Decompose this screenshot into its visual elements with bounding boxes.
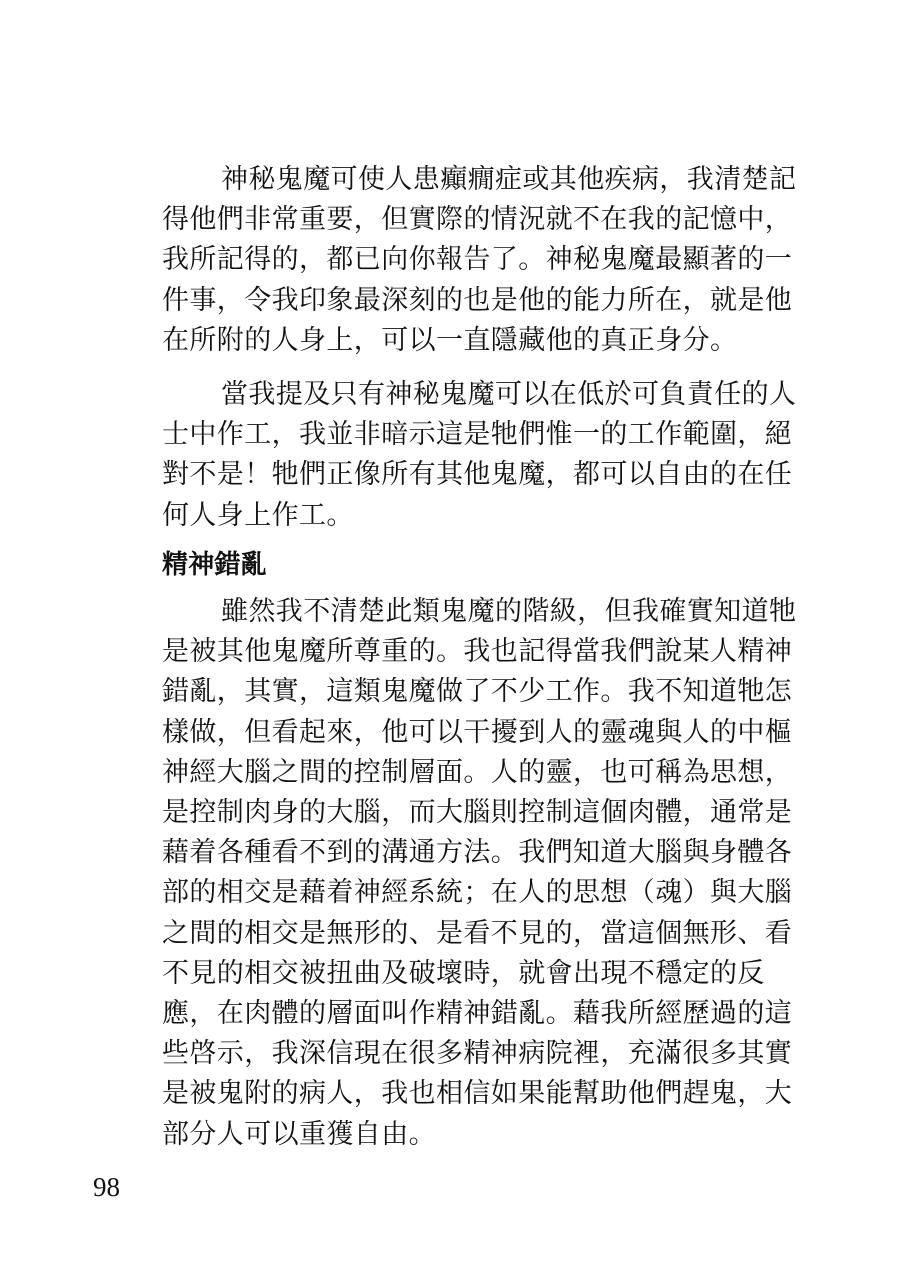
section-body xyxy=(162,592,797,1155)
paragraph-line: 當我提及只有神秘鬼魔可以在低於可負責任的人 xyxy=(221,379,797,411)
paragraph-line: 是被其他鬼魔所尊重的。我也記得當我們說某人精神 xyxy=(162,636,793,668)
body-paragraph xyxy=(162,375,797,536)
paragraph-line: 藉着各種看不到的溝通方法。我們知道大腦與身體各 xyxy=(162,837,793,869)
body-paragraph xyxy=(162,160,797,361)
page-number: 98 xyxy=(93,1172,120,1202)
paragraph-line: 部分人可以重獲自由。 xyxy=(162,1118,436,1150)
paragraph-line: 何人身上作工。 xyxy=(162,499,354,531)
paragraph-line: 之間的相交是無形的、是看不見的，當這個無形、看 xyxy=(162,917,793,949)
paragraph-line: 部的相交是藉着神經系統；在人的思想（魂）與大腦 xyxy=(162,877,793,909)
paragraph-line: 是被鬼附的病人，我也相信如果能幫助他們趕鬼，大 xyxy=(162,1078,793,1110)
paragraph-line: 對不是！牠們正像所有其他鬼魔，都可以自由的在任 xyxy=(162,459,793,491)
paragraph-line: 雖然我不清楚此類鬼魔的階級，但我確實知道牠 xyxy=(221,596,797,627)
paragraph-line: 不見的相交被扭曲及破壞時，就會出現不穩定的反 xyxy=(162,957,765,989)
paragraph-line: 樣做，但看起來，他可以干擾到人的靈魂與人的中樞 xyxy=(162,716,793,748)
paragraph-line: 在所附的人身上，可以一直隱藏他的真正身分。 xyxy=(162,324,738,356)
paragraph-line: 我所記得的，都已向你報告了。神秘鬼魔最顯著的一 xyxy=(162,244,793,276)
paragraph-line: 士中作工，我並非暗示這是牠們惟一的工作範圍，絕 xyxy=(162,419,793,451)
paragraph-line: 些啓示，我深信現在很多精神病院裡，充滿很多其實 xyxy=(162,1038,793,1070)
paragraph-line: 神秘鬼魔可使人患癲癇症或其他疾病，我清楚記 xyxy=(221,164,797,195)
section-heading: 精神錯亂 xyxy=(162,550,267,580)
paragraph-line: 件事，令我印象最深刻的也是他的能力所在，就是他 xyxy=(162,284,793,316)
paragraph-line: 得他們非常重要，但實際的情況就不在我的記憶中， xyxy=(162,204,793,236)
paragraph-line: 神經大腦之間的控制層面。人的靈，也可稱為思想， xyxy=(162,756,793,788)
body-paragraph xyxy=(162,592,797,1155)
book-page-body xyxy=(162,160,797,1150)
paragraph-line: 錯亂，其實，這類鬼魔做了不少工作。我不知道牠怎 xyxy=(162,676,793,708)
paragraph-line: 應，在肉體的層面叫作精神錯亂。藉我所經歷過的這 xyxy=(162,998,793,1030)
paragraph-line: 是控制肉身的大腦，而大腦則控制這個肉體，通常是 xyxy=(162,797,793,829)
